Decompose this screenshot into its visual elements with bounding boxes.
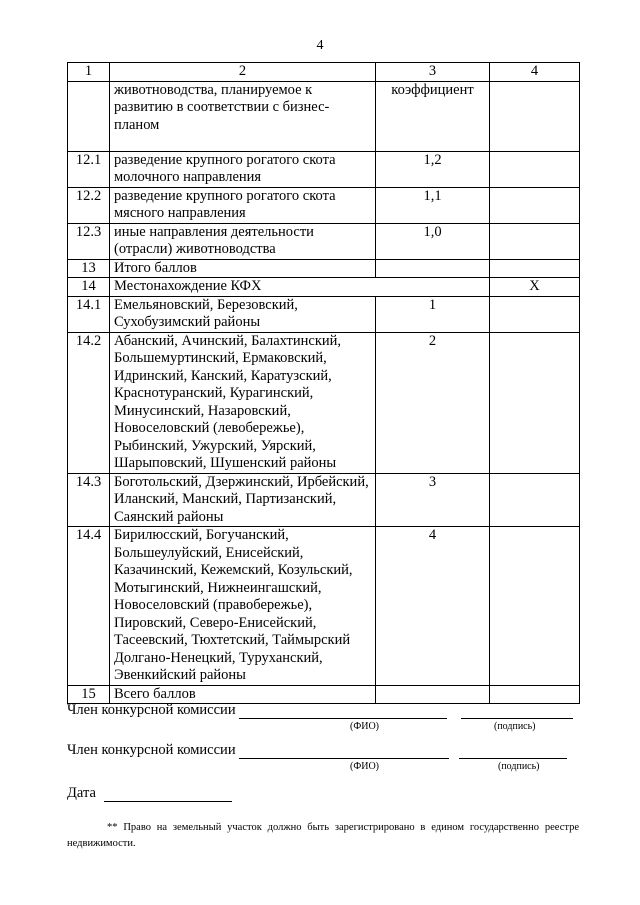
table-row	[68, 527, 580, 686]
table-row	[68, 151, 580, 187]
row-name: Абанский, Ачинский, Балахтинский, Большемуртинский, Ермаковский, Идринский, Канский, Каратузский, Краснотуранский, Курагинский, Минусинский, Назаровский, Новоселовский (левобережье), Рыбинский, Ужурский, Уярский, Шарыповский, Шушенский районы	[110, 332, 376, 473]
row-number: 14.1	[68, 296, 110, 332]
row-number: 15	[68, 685, 110, 704]
row-coefficient	[376, 259, 490, 278]
footnote	[67, 820, 579, 852]
row-mark: Х	[490, 278, 580, 297]
row-mark	[490, 332, 580, 473]
row-number	[68, 81, 110, 151]
row-number: 14.4	[68, 527, 110, 686]
row-number: 14.3	[68, 473, 110, 527]
sign-caption-1: (подпись)	[494, 721, 536, 732]
scoring-table	[67, 62, 580, 704]
table-row	[68, 473, 580, 527]
table-row	[68, 685, 580, 704]
row-number: 12.2	[68, 187, 110, 223]
table-row	[68, 278, 580, 297]
row-coefficient: 1	[376, 296, 490, 332]
signature-line-2	[67, 742, 567, 759]
row-coefficient: 4	[376, 527, 490, 686]
row-name: животноводства, планируемое к развитию в соответствии с бизнес-планом	[110, 81, 376, 151]
signature-line-1	[67, 702, 573, 719]
row-mark	[490, 151, 580, 187]
row-name: Всего баллов	[110, 685, 376, 704]
row-number: 12.3	[68, 223, 110, 259]
row-coefficient: 1,2	[376, 151, 490, 187]
row-number: 13	[68, 259, 110, 278]
row-mark	[490, 296, 580, 332]
date-line	[67, 785, 232, 802]
row-name: иные направления деятельности (отрасли) животноводства	[110, 223, 376, 259]
table-row	[68, 296, 580, 332]
date-label: Дата	[67, 785, 96, 801]
sign-caption-2: (подпись)	[498, 761, 540, 772]
header-col-1: 1	[68, 63, 110, 82]
row-coefficient: 1,0	[376, 223, 490, 259]
row-number: 14.2	[68, 332, 110, 473]
row-coefficient: 2	[376, 332, 490, 473]
fio-caption-1: (ФИО)	[350, 721, 380, 732]
table-row	[68, 259, 580, 278]
table-row	[68, 223, 580, 259]
row-name: разведение крупного рогатого скота мясного направления	[110, 187, 376, 223]
row-name: Емельяновский, Березовский, Сухобузимский районы	[110, 296, 376, 332]
row-coefficient	[376, 685, 490, 704]
row-coefficient: 1,1	[376, 187, 490, 223]
sign-field-1[interactable]	[461, 718, 573, 719]
row-number: 12.1	[68, 151, 110, 187]
fio-caption-2: (ФИО)	[350, 761, 380, 772]
row-mark	[490, 527, 580, 686]
row-name: Бирилюсский, Богучанский, Большеулуйский, Енисейский, Казачинский, Кежемский, Козульский, Мотыгинский, Нижнеингашский, Новоселовский (правобережье), Пировский, Северо-Енисейский, Тасеевский, Тюхтетский, Таймырский Долгано-Ненецкий, Туруханский, Эвенкийский районы	[110, 527, 376, 686]
row-mark	[490, 685, 580, 704]
footnote-text: ** Право на земельный участок должно быть зарегистрировано в едином государственно реестре недвижимости.	[67, 822, 579, 849]
header-col-4: 4	[490, 63, 580, 82]
row-coefficient: коэффициент	[376, 81, 490, 151]
table-row	[68, 81, 580, 151]
member-label-1: Член конкурсной комиссии	[67, 702, 236, 718]
row-mark	[490, 187, 580, 223]
row-mark	[490, 81, 580, 151]
row-name: Итого баллов	[110, 259, 376, 278]
fio-field-2[interactable]	[239, 758, 449, 759]
page-number: 4	[316, 38, 324, 53]
table-row	[68, 187, 580, 223]
date-field[interactable]	[104, 801, 232, 802]
row-number: 14	[68, 278, 110, 297]
row-mark	[490, 259, 580, 278]
fio-field-1[interactable]	[239, 718, 447, 719]
row-name: Боготольский, Дзержинский, Ирбейский, Иланский, Манский, Партизанский, Саянский районы	[110, 473, 376, 527]
table-header-row	[68, 63, 580, 82]
row-mark	[490, 223, 580, 259]
table-row	[68, 332, 580, 473]
row-name: разведение крупного рогатого скота молочного направления	[110, 151, 376, 187]
header-col-3: 3	[376, 63, 490, 82]
row-mark	[490, 473, 580, 527]
member-label-2: Член конкурсной комиссии	[67, 742, 236, 758]
row-name: Местонахождение КФХ	[110, 278, 490, 297]
row-coefficient: 3	[376, 473, 490, 527]
sign-field-2[interactable]	[459, 758, 567, 759]
header-col-2: 2	[110, 63, 376, 82]
